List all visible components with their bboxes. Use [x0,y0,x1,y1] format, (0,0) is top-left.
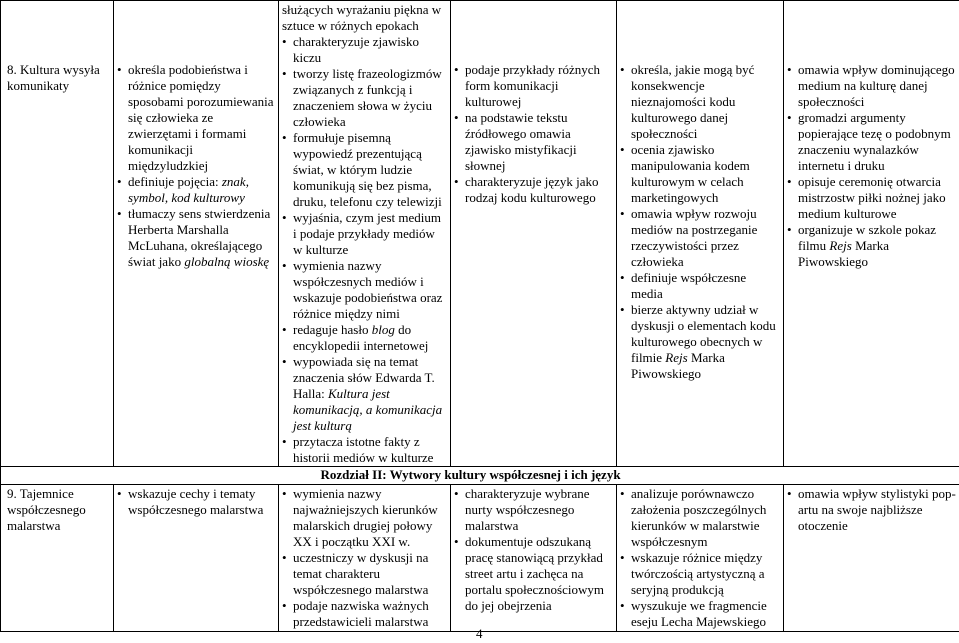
level-intermediate-cell [279,1,451,467]
italic-text: Kultura jest komunikacją, a komunikacja jest kulturą [293,386,443,433]
list-item: • charakteryzuje wybrane nurty współczesnego malarstwa [454,486,613,534]
section-title: Rozdział II: Wytwory kultury współczesnej i ich język [114,467,959,485]
level-excellent-cell [784,485,959,632]
list-item: służących wyrażaniu piękna w sztuce w różnych epokach [282,2,442,33]
requirements-list [282,66,447,466]
text-span: definiuje pojęcia: [128,174,222,189]
list-item: • omawia wpływ rozwoju mediów na postrzeganie rzeczywistości przez człowieka [620,206,780,270]
level-basic-cell [114,1,279,467]
list-item: • gromadzi argumenty popierające tezę o podobnym znaczeniu wynalazków internetu i druku [787,110,956,174]
italic-text: Rejs [829,238,852,253]
requirements-list [454,62,613,206]
italic-text: globalną wioskę [184,254,270,269]
list-item: • analizuje porównawczo założenia poszczególnych kierunków w malarstwie współczesnym [620,486,780,550]
text-span: wypowiada się na temat znaczenia słów Edwarda T. Halla: [293,354,435,401]
list-item: • charakteryzuje zjawisko kiczu [282,34,447,66]
section-row [1,467,959,485]
list-item: • podaje nazwiska ważnych przedstawicieli malarstwa [282,598,447,630]
list-item: • omawia wpływ stylistyki pop-artu na swoje najbliższe otoczenie [787,486,956,534]
text-span: do encyklopedii internetowej [293,322,429,353]
list-item: • formułuje pisemną wypowiedź prezentującą świat, w którym ludzie komunikują się bez pisma, druku, telefonu czy telewizji [282,130,447,210]
list-item: • wyszukuje we fragmencie eseju Lecha Majewskiego [620,598,780,630]
topic-title: 9. Tajemnice współczesnego malarstwa [7,486,86,533]
text-span: Marka Piwowskiego [631,350,725,381]
requirements-list [620,62,780,382]
text-span: redaguje hasło [293,322,372,337]
list-item: • omawia wpływ dominującego medium na kulturę danej społeczności [787,62,956,110]
list-item: • podaje przykłady różnych form komunikacji kulturowej [454,62,613,110]
level-excellent-cell [784,1,959,467]
list-item: • wyjaśnia, czym jest medium i podaje przykłady mediów w kulturze [282,210,447,258]
level-very-good-cell [617,1,784,467]
list-item: • definiuje współczesne media [620,270,780,302]
level-good-cell [451,1,617,467]
list-item: • wymienia nazwy współczesnych mediów i wskazuje podobieństwa oraz różnice między nimi [282,258,447,322]
requirements-list [117,486,275,518]
level-very-good-cell [617,485,784,632]
list-item [282,322,447,354]
page-number: 4 [476,626,483,641]
italic-text: znak, symbol, kod kulturowy [128,174,249,205]
list-item [282,354,447,434]
list-item: • wskazuje cechy i tematy współczesnego malarstwa [117,486,275,518]
continued-list [282,2,447,66]
list-item: • określa, jakie mogą być konsekwencje nieznajomości kodu kulturowego danej społeczności [620,62,780,142]
list-item [620,302,780,382]
list-item: • tworzy listę frazeologizmów związanych z funkcją i znaczeniem słowa w życiu człowieka [282,66,447,130]
level-intermediate-cell [279,485,451,632]
topic-cell [1,485,114,632]
list-item [117,174,275,206]
level-good-cell [451,485,617,632]
requirements-list [620,486,780,630]
table-row [1,1,959,467]
list-item: • określa podobieństwa i różnice pomiędzy sposobami porozumiewania się człowieka ze zwierzętami i formami komunikacji międzyludzkiej [117,62,275,174]
list-item: • ocenia zjawisko manipulowania kodem kulturowym w celach marketingowych [620,142,780,206]
text-span: organizuje w szkole pokaz filmu [798,222,937,253]
italic-text: Rejs [665,350,688,365]
list-item: • uczestniczy w dyskusji na temat charakteru współczesnego malarstwa [282,550,447,598]
requirements-list [282,486,447,630]
text-span: tłumaczy sens stwierdzenia Herberta Marshalla McLuhana, określającego świat jako [128,206,271,269]
requirements-list [117,62,275,270]
italic-text: blog [371,322,395,337]
topic-title: 8. Kultura wysyła komunikaty [7,62,100,93]
list-item: • przytacza istotne fakty z historii mediów w kulturze [282,434,447,466]
list-item: • charakteryzuje język jako rodzaj kodu kulturowego [454,174,613,206]
level-basic-cell [114,485,279,632]
list-item: • opisuje ceremonię otwarcia mistrzostw piłki nożnej jako medium kulturowe [787,174,956,222]
requirements-list [787,486,956,534]
topic-cell [1,1,114,467]
list-item: • dokumentuje odszukaną pracę stanowiącą przykład street artu i zachęca na portalu społecznościowym do jej obejrzenia [454,534,613,614]
table-row [1,485,959,632]
list-item: • wskazuje różnice między twórczością artystyczną a seryjną produkcją [620,550,780,598]
requirements-list [787,62,956,270]
text-span: bierze aktywny udział w dyskusji o elementach kodu kulturowego obecnych w filmie [631,302,776,365]
list-item: • na podstawie tekstu źródłowego omawia zjawisko mistyfikacji słownej [454,110,613,174]
list-item [787,222,956,270]
list-item: • wymienia nazwy najważniejszych kierunków malarskich drugiej połowy XX i początku XXI w. [282,486,447,550]
list-item [117,206,275,270]
requirements-list [454,486,613,614]
text-span: Marka Piwowskiego [798,238,889,269]
